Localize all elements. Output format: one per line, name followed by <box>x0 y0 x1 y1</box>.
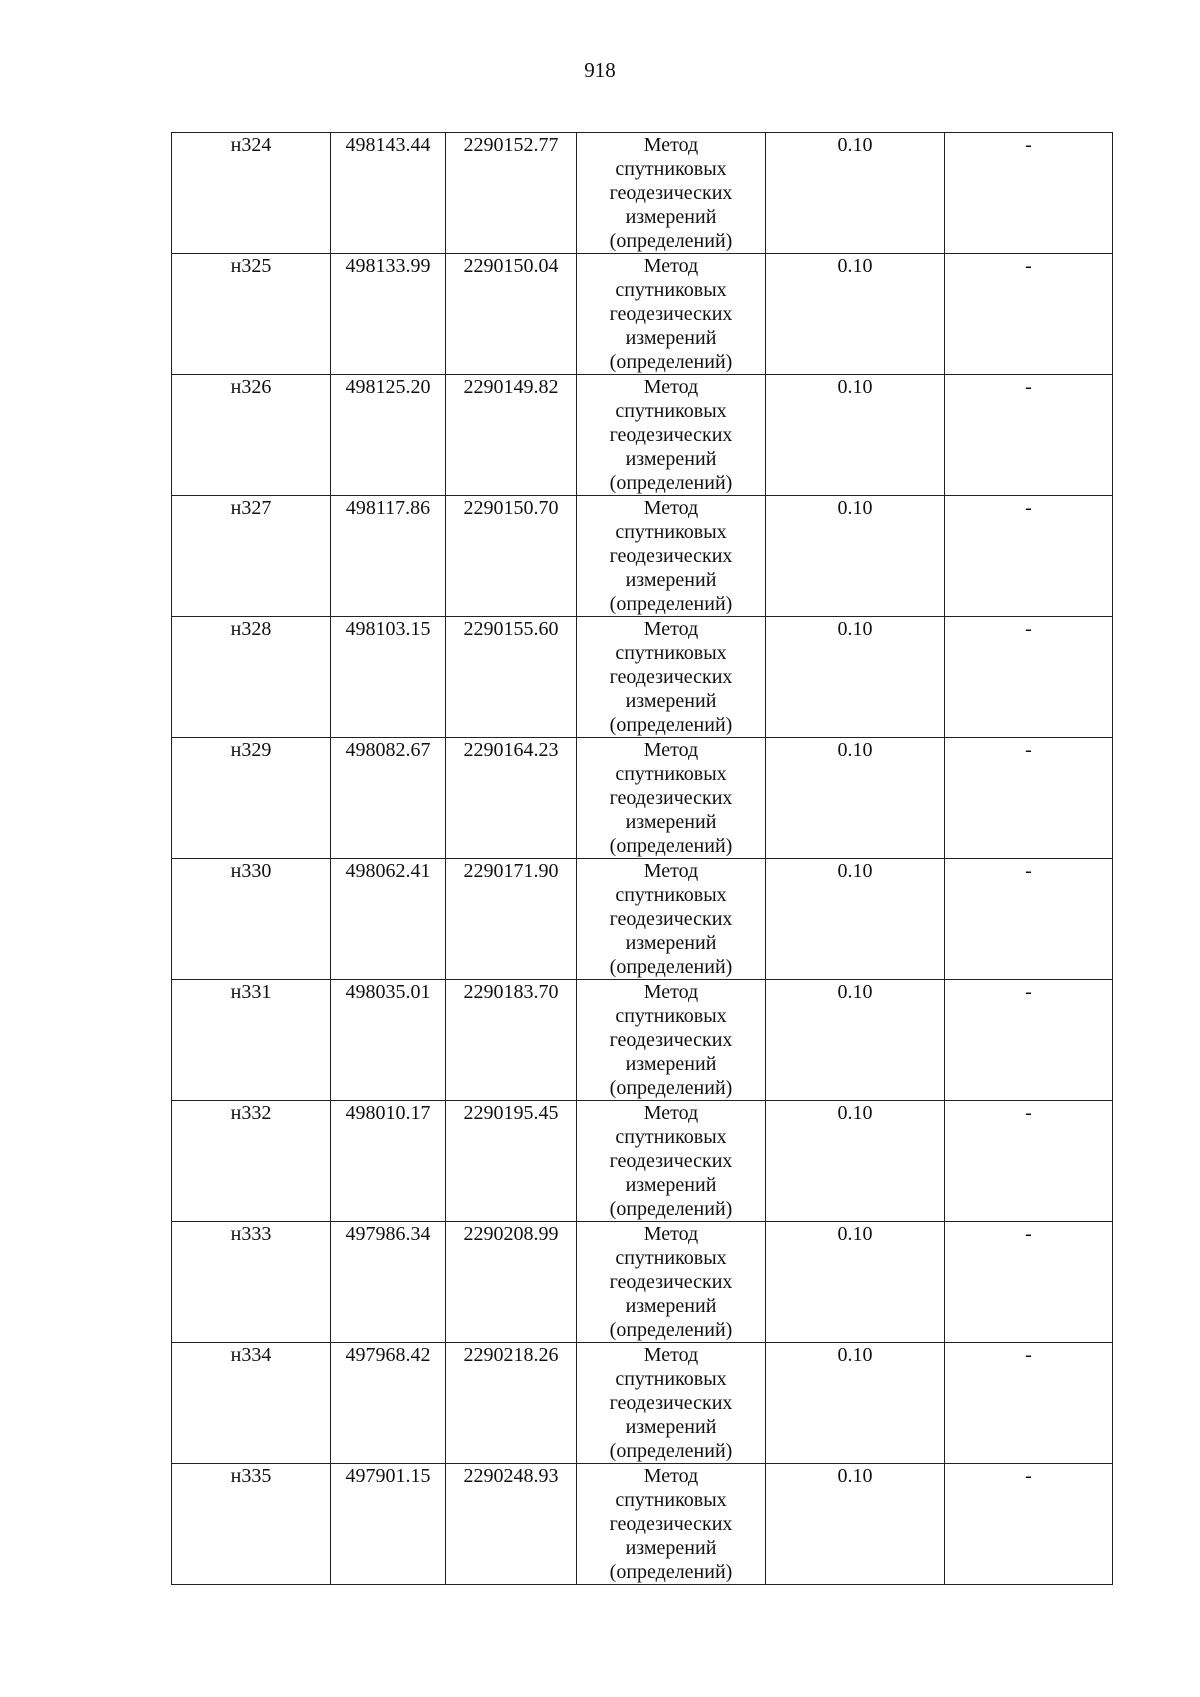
accuracy-cell: 0.10 <box>766 738 945 859</box>
description-cell: - <box>945 1222 1113 1343</box>
method-text: Метод спутниковых геодезических измерений (определений) <box>609 1344 733 1462</box>
y-coordinate-cell: 2290150.70 <box>446 496 577 617</box>
accuracy-cell: 0.10 <box>766 254 945 375</box>
description-cell: - <box>945 496 1113 617</box>
x-coordinate-cell: 498103.15 <box>331 617 446 738</box>
page-number: 918 <box>584 58 616 82</box>
point-id-cell: н334 <box>172 1343 331 1464</box>
point-id-cell: н329 <box>172 738 331 859</box>
x-coordinate-cell: 498082.67 <box>331 738 446 859</box>
coordinates-table <box>171 132 1113 1585</box>
table-row <box>172 738 1113 859</box>
table-row <box>172 1222 1113 1343</box>
method-cell <box>577 133 766 254</box>
table-row <box>172 980 1113 1101</box>
method-cell <box>577 1222 766 1343</box>
method-cell <box>577 496 766 617</box>
y-coordinate-cell: 2290149.82 <box>446 375 577 496</box>
y-coordinate-cell: 2290183.70 <box>446 980 577 1101</box>
description-cell: - <box>945 133 1113 254</box>
accuracy-cell: 0.10 <box>766 1464 945 1585</box>
accuracy-cell: 0.10 <box>766 133 945 254</box>
table-row <box>172 496 1113 617</box>
y-coordinate-cell: 2290152.77 <box>446 133 577 254</box>
method-text: Метод спутниковых геодезических измерений (определений) <box>609 860 733 978</box>
point-id-cell: н333 <box>172 1222 331 1343</box>
table-row <box>172 1343 1113 1464</box>
point-id-cell: н325 <box>172 254 331 375</box>
method-text: Метод спутниковых геодезических измерений (определений) <box>609 255 733 373</box>
table-row <box>172 1464 1113 1585</box>
description-cell: - <box>945 1464 1113 1585</box>
accuracy-cell: 0.10 <box>766 617 945 738</box>
method-cell <box>577 254 766 375</box>
description-cell: - <box>945 1101 1113 1222</box>
method-text: Метод спутниковых геодезических измерений (определений) <box>609 739 733 857</box>
method-text: Метод спутниковых геодезических измерений (определений) <box>609 1223 733 1341</box>
method-cell <box>577 1464 766 1585</box>
y-coordinate-cell: 2290208.99 <box>446 1222 577 1343</box>
method-cell <box>577 980 766 1101</box>
accuracy-cell: 0.10 <box>766 375 945 496</box>
accuracy-cell: 0.10 <box>766 496 945 617</box>
table-row <box>172 254 1113 375</box>
method-cell <box>577 375 766 496</box>
point-id-cell: н326 <box>172 375 331 496</box>
method-cell <box>577 1343 766 1464</box>
method-cell <box>577 617 766 738</box>
method-text: Метод спутниковых геодезических измерений (определений) <box>609 376 733 494</box>
accuracy-cell: 0.10 <box>766 859 945 980</box>
accuracy-cell: 0.10 <box>766 1101 945 1222</box>
description-cell: - <box>945 980 1113 1101</box>
description-cell: - <box>945 375 1113 496</box>
y-coordinate-cell: 2290171.90 <box>446 859 577 980</box>
table-row <box>172 133 1113 254</box>
point-id-cell: н332 <box>172 1101 331 1222</box>
method-text: Метод спутниковых геодезических измерений (определений) <box>609 618 733 736</box>
accuracy-cell: 0.10 <box>766 1222 945 1343</box>
x-coordinate-cell: 497968.42 <box>331 1343 446 1464</box>
x-coordinate-cell: 498010.17 <box>331 1101 446 1222</box>
point-id-cell: н335 <box>172 1464 331 1585</box>
description-cell: - <box>945 617 1113 738</box>
x-coordinate-cell: 497901.15 <box>331 1464 446 1585</box>
accuracy-cell: 0.10 <box>766 1343 945 1464</box>
description-cell: - <box>945 859 1113 980</box>
method-text: Метод спутниковых геодезических измерений (определений) <box>609 1465 733 1583</box>
x-coordinate-cell: 498143.44 <box>331 133 446 254</box>
y-coordinate-cell: 2290155.60 <box>446 617 577 738</box>
y-coordinate-cell: 2290218.26 <box>446 1343 577 1464</box>
description-cell: - <box>945 738 1113 859</box>
point-id-cell: н330 <box>172 859 331 980</box>
description-cell: - <box>945 254 1113 375</box>
table-row <box>172 375 1113 496</box>
x-coordinate-cell: 498035.01 <box>331 980 446 1101</box>
y-coordinate-cell: 2290150.04 <box>446 254 577 375</box>
x-coordinate-cell: 498125.20 <box>331 375 446 496</box>
y-coordinate-cell: 2290164.23 <box>446 738 577 859</box>
point-id-cell: н324 <box>172 133 331 254</box>
accuracy-cell: 0.10 <box>766 980 945 1101</box>
description-cell: - <box>945 1343 1113 1464</box>
table-row <box>172 617 1113 738</box>
method-cell <box>577 859 766 980</box>
method-cell <box>577 738 766 859</box>
method-text: Метод спутниковых геодезических измерений (определений) <box>609 134 733 252</box>
y-coordinate-cell: 2290248.93 <box>446 1464 577 1585</box>
x-coordinate-cell: 498133.99 <box>331 254 446 375</box>
method-cell <box>577 1101 766 1222</box>
point-id-cell: н327 <box>172 496 331 617</box>
y-coordinate-cell: 2290195.45 <box>446 1101 577 1222</box>
x-coordinate-cell: 498062.41 <box>331 859 446 980</box>
method-text: Метод спутниковых геодезических измерений (определений) <box>609 981 733 1099</box>
x-coordinate-cell: 498117.86 <box>331 496 446 617</box>
method-text: Метод спутниковых геодезических измерений (определений) <box>609 497 733 615</box>
table-row <box>172 1101 1113 1222</box>
table-row <box>172 859 1113 980</box>
point-id-cell: н331 <box>172 980 331 1101</box>
method-text: Метод спутниковых геодезических измерений (определений) <box>609 1102 733 1220</box>
point-id-cell: н328 <box>172 617 331 738</box>
x-coordinate-cell: 497986.34 <box>331 1222 446 1343</box>
